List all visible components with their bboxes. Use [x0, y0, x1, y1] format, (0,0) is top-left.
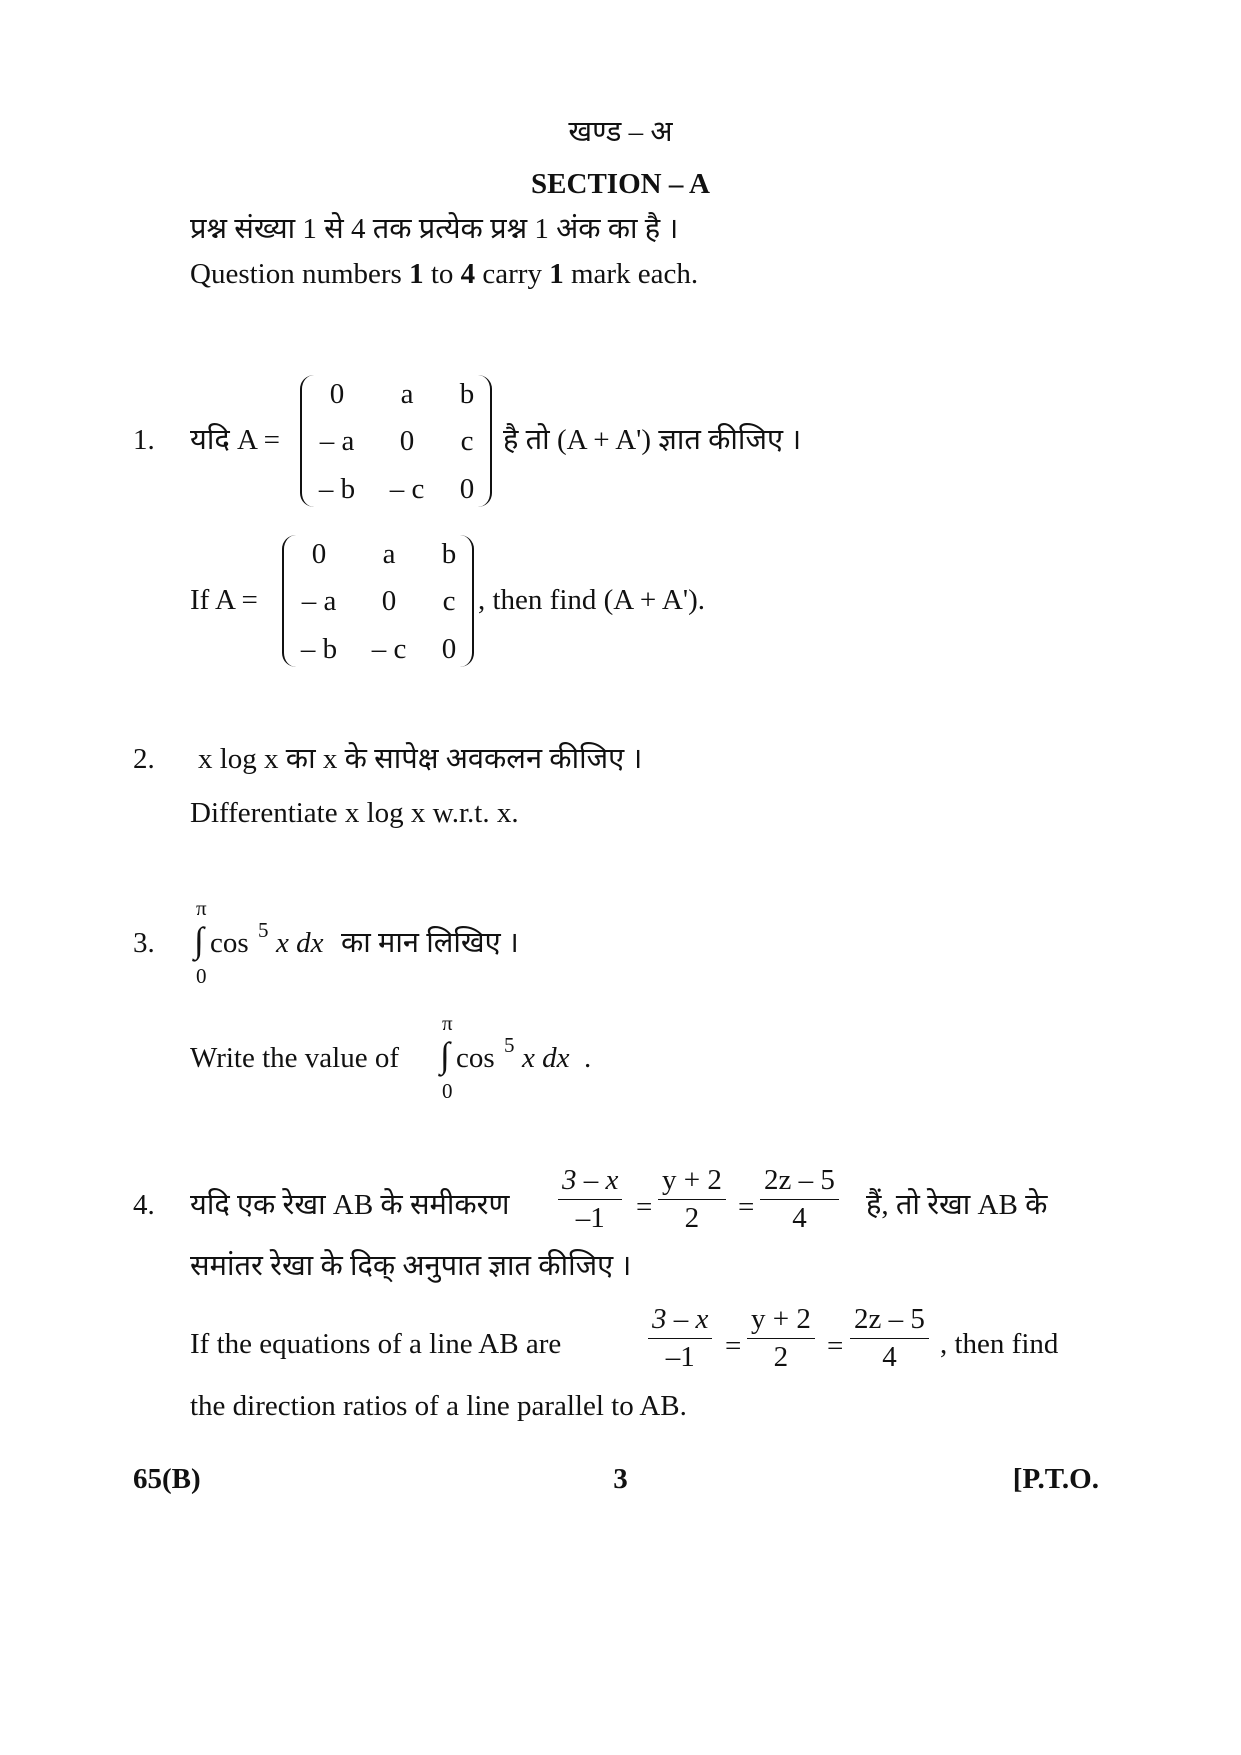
matrix-cell: 0 — [329, 378, 345, 410]
instruction-hindi: प्रश्न संख्या 1 से 4 तक प्रत्येक प्रश्न 1 अंक का है । — [190, 213, 679, 245]
q4-hindi-prefix: यदि एक रेखा AB के समीकरण — [190, 1189, 510, 1221]
q4-english-suffix: , then find — [940, 1328, 1059, 1360]
integrand-variable: x dx — [522, 1042, 570, 1074]
matrix-cell: a — [382, 538, 396, 570]
instruction-english: Question numbers 1 to 4 carry 1 mark each. — [190, 258, 699, 290]
q1-hindi-suffix: है तो (A + A') ज्ञात कीजिए । — [503, 424, 802, 456]
denominator: –1 — [575, 1202, 605, 1234]
denominator: 2 — [773, 1341, 789, 1373]
q4-english-line2: the direction ratios of a line parallel to AB. — [190, 1390, 687, 1422]
matrix-cell: a — [400, 378, 414, 410]
fraction — [747, 1305, 815, 1372]
fraction — [850, 1305, 929, 1372]
fraction — [760, 1166, 839, 1233]
lower-limit: 0 — [196, 964, 207, 988]
matrix-cell: 0 — [381, 585, 397, 617]
q3-english-suffix: . — [584, 1042, 592, 1074]
numerator: y + 2 — [658, 1166, 726, 1200]
matrix-cell: 0 — [311, 538, 327, 570]
numerator: 3 – x — [648, 1305, 712, 1339]
section-title-hindi: खण्ड – अ — [568, 116, 673, 148]
matrix-cell: b — [459, 378, 475, 410]
question-number: 1. — [133, 424, 155, 456]
matrix-cell: 0 — [441, 633, 457, 665]
numerator: 3 – x — [558, 1166, 622, 1200]
matrix-cell: – c — [371, 633, 407, 665]
lower-limit: 0 — [442, 1079, 453, 1103]
numerator: 2z – 5 — [760, 1166, 839, 1200]
equals-sign: = — [827, 1330, 844, 1362]
pto-label: [P.T.O. — [1012, 1463, 1099, 1495]
matrix-cell: b — [441, 538, 457, 570]
matrix-cell: – b — [300, 633, 338, 665]
integral-sign: ∫ — [440, 1035, 450, 1075]
matrix-cell: – a — [301, 585, 337, 617]
exponent: 5 — [258, 918, 269, 942]
integral-sign: ∫ — [194, 920, 204, 960]
integrand: cos — [456, 1042, 495, 1074]
upper-limit: π — [442, 1011, 453, 1035]
matrix-cell: c — [442, 585, 456, 617]
matrix-cell: 0 — [399, 425, 415, 457]
matrix-cell: c — [460, 425, 474, 457]
fraction — [658, 1166, 726, 1233]
upper-limit: π — [196, 896, 207, 920]
paper-code: 65(B) — [133, 1463, 201, 1495]
q2-hindi: x log x का x के सापेक्ष अवकलन कीजिए । — [198, 743, 643, 775]
q1-english-suffix: , then find (A + A'). — [478, 584, 705, 616]
q4-english-prefix: If the equations of a line AB are — [190, 1328, 562, 1360]
q2-english: Differentiate x log x w.r.t. x. — [190, 797, 519, 829]
question-number: 4. — [133, 1189, 155, 1221]
denominator: –1 — [665, 1341, 695, 1373]
exponent: 5 — [504, 1033, 515, 1057]
q1-hindi-prefix: यदि A = — [190, 424, 280, 456]
equals-sign: = — [738, 1191, 755, 1223]
question-number: 2. — [133, 743, 155, 775]
denominator: 4 — [792, 1202, 807, 1234]
q1-matrix-hindi — [300, 375, 492, 507]
q4-hindi-line2: समांतर रेखा के दिक् अनुपात ज्ञात कीजिए । — [190, 1250, 632, 1282]
denominator: 2 — [684, 1202, 700, 1234]
q3-english-prefix: Write the value of — [190, 1042, 399, 1074]
fraction — [558, 1166, 622, 1233]
integrand: cos — [210, 927, 249, 959]
matrix-cell: – b — [318, 473, 356, 505]
equals-sign: = — [636, 1191, 653, 1223]
question-number: 3. — [133, 927, 155, 959]
numerator: y + 2 — [747, 1305, 815, 1339]
matrix-cell: 0 — [459, 473, 475, 505]
q4-hindi-suffix: हैं, तो रेखा AB के — [866, 1189, 1048, 1221]
denominator: 4 — [882, 1341, 897, 1373]
matrix-cell: – a — [319, 425, 355, 457]
numerator: 2z – 5 — [850, 1305, 929, 1339]
q1-matrix-english — [282, 535, 474, 667]
matrix-cell: – c — [389, 473, 425, 505]
q1-english-prefix: If A = — [190, 584, 258, 616]
equals-sign: = — [725, 1330, 742, 1362]
fraction — [648, 1305, 712, 1372]
q3-hindi-suffix: का मान लिखिए । — [341, 927, 519, 959]
integrand-variable: x dx — [276, 927, 324, 959]
page-number: 3 — [613, 1463, 628, 1495]
section-title: SECTION – A — [531, 168, 710, 200]
